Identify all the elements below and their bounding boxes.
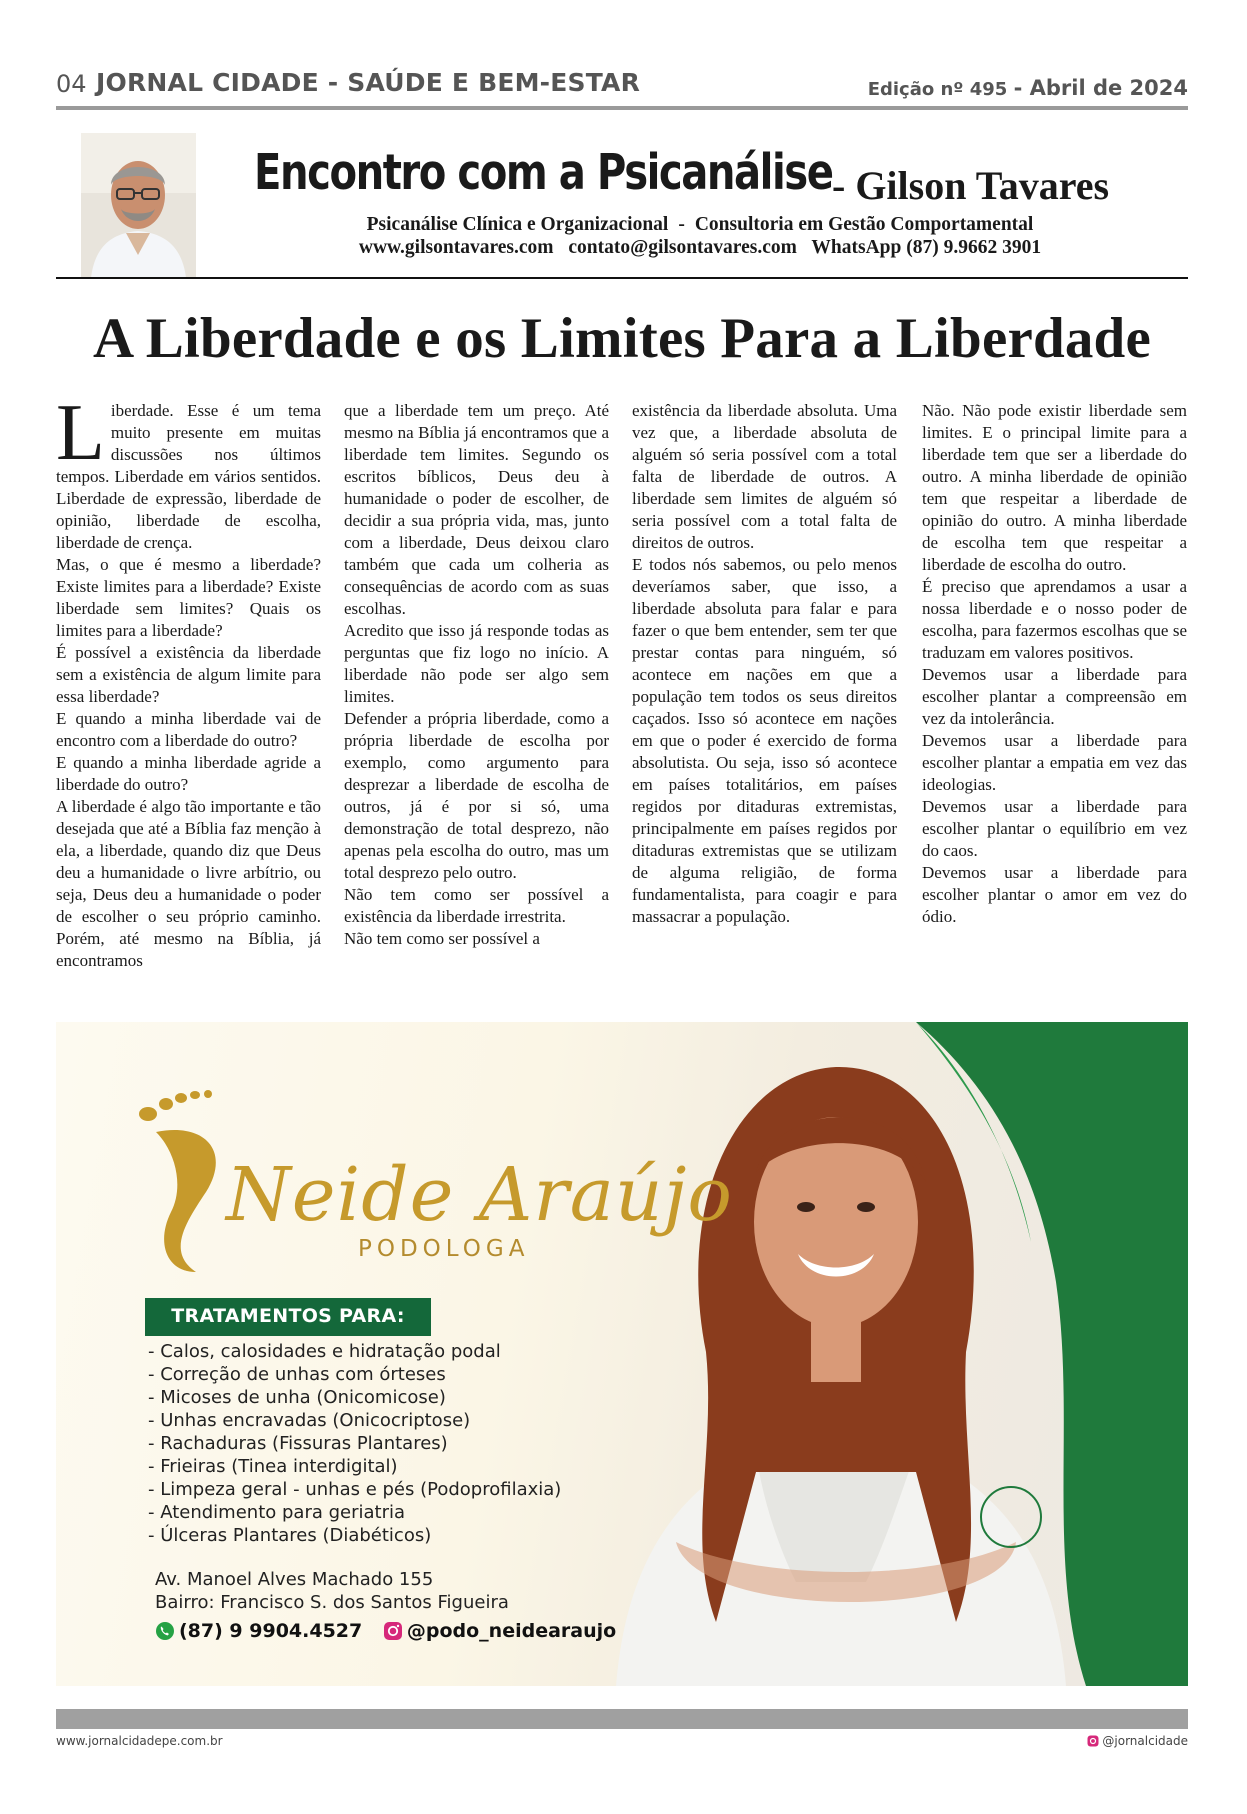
paragraph: existência da liberdade absoluta. Uma vez que, a liberdade absoluta de alguém só seria possível com a total falta de liberdade de outros. A liberdade sem limites de alguém só seria possível com a total falta de direitos de outros.	[632, 401, 897, 552]
column-title-text: Encontro com a Psicanálise	[254, 144, 833, 201]
treatments-list	[148, 1340, 561, 1547]
footer-website[interactable]: www.jornalcidadepe.com.br	[56, 1734, 223, 1748]
paragraph: A liberdade é algo tão importante e tão desejada que até a Bíblia faz menção à ela, a liberdade, quando diz que Deus deu a humanidade o livre arbítrio, ou seja, Deus deu a humanidade o poder de escolher o seu próprio caminho. Porém, até mesmo na Bíblia, já encontramos	[56, 797, 321, 970]
paragraph: E quando a minha liberdade vai de encontro com a liberdade do outro?	[56, 709, 321, 750]
address-neighborhood: Bairro: Francisco S. dos Santos Figueira	[155, 1592, 509, 1613]
edition-number: Edição nº 495	[867, 79, 1008, 100]
page-header	[56, 64, 1188, 112]
footer-instagram[interactable]	[1087, 1734, 1188, 1748]
column-divider	[56, 277, 1188, 279]
instagram-icon	[1087, 1735, 1099, 1747]
treatments-title: TRATAMENTOS PARA:	[171, 1305, 405, 1327]
author-website[interactable]: www.gilsontavares.com	[358, 237, 554, 258]
paragraph: Defender a própria liberdade, como a própria liberdade de escolha por exemplo, como argumento para desprezar a liberdade de escolha de outros, já é por si só, uma demonstração de total desprezo, não apenas pela escolha do outro, mas um total desprezo pelo outro.	[344, 709, 609, 882]
author-email[interactable]: contato@gilsontavares.com	[568, 237, 797, 258]
paragraph: Devemos usar a liberdade para escolher plantar o equilíbrio em vez do caos.	[922, 797, 1187, 860]
author-photo	[81, 133, 196, 278]
instagram-icon	[383, 1621, 403, 1641]
paragraph: Devemos usar a liberdade para escolher plantar a empatia em vez das ideologias.	[922, 731, 1187, 794]
list-item: - Calos, calosidades e hidratação podal	[148, 1341, 501, 1362]
services-text: Psicanálise Clínica e Organizacional	[366, 214, 669, 235]
paragraph: E todos nós sabemos, ou pelo menos deveríamos saber, que isso, a liberdade absoluta para falar e para fazer o que bem entender, sem ter que prestar contas para ninguém, só acontece em nações em que a população tem todos os seus direitos caçados. Isso só acontece em nações em que o poder é exercido de forma absolutista. Ou seja, isso só acontece em países totalitários, em países regidos por ditaduras extremistas, principalmente em países regidos por ditaduras extremistas que se utilizam de alguma religião, de forma fundamentalista, para coagir e para massacrar a população.	[632, 555, 897, 926]
column-services	[200, 214, 1200, 236]
podology-advertisement	[56, 1022, 1188, 1686]
ad-instagram[interactable]: @podo_neidearaujo	[406, 1620, 617, 1642]
list-item: - Rachaduras (Fissuras Plantares)	[148, 1433, 448, 1454]
page-number: 04	[56, 70, 87, 98]
column-title	[254, 144, 1194, 214]
paragraph: Devemos usar a liberdade para escolher plantar a compreensão em vez da intolerância.	[922, 665, 1187, 728]
ad-address	[155, 1568, 509, 1614]
paragraph: Acredito que isso já responde todas as perguntas que fiz logo no início. A liberdade não pode ser algo sem limites.	[344, 621, 609, 706]
paper-section-name: JORNAL CIDADE - SAÚDE E BEM-ESTAR	[96, 68, 641, 97]
services-separator: -	[678, 214, 685, 235]
footer-instagram-handle: @jornalcidade	[1102, 1734, 1188, 1748]
column-author: - Gilson Tavares	[832, 163, 1110, 208]
treatments-badge	[145, 1298, 431, 1336]
paragraph: É possível a existência da liberdade sem a existência de algum limite para essa liberdade?	[56, 643, 321, 706]
list-item: - Frieiras (Tinea interdigital)	[148, 1456, 398, 1477]
list-item: - Atendimento para geriatria	[148, 1502, 406, 1523]
edition-info	[868, 76, 1188, 100]
article-headline: A Liberdade e os Limites Para a Liberdade	[93, 307, 1151, 370]
header-divider	[56, 106, 1188, 110]
paragraph: Não tem como ser possível a	[344, 929, 540, 948]
footer-bar	[56, 1709, 1188, 1729]
ad-phone[interactable]: (87) 9 9904.4527	[179, 1620, 363, 1642]
brand-subtitle: PODOLOGA	[358, 1236, 530, 1262]
paragraph: Devemos usar a liberdade para escolher plantar o amor em vez do ódio.	[922, 863, 1187, 926]
paragraph: Não. Não pode existir liberdade sem limites. E o principal limite para a liberdade tem que ser a liberdade do outro. A minha liberdade de opinião tem que respeitar a liberdade de opinião do outro. A minha liberdade de escolha tem que respeitar a liberdade de escolha do outro.	[922, 401, 1187, 574]
list-item: - Micoses de unha (Onicomicose)	[148, 1387, 446, 1408]
list-item: - Úlceras Plantares (Diabéticos)	[148, 1525, 432, 1546]
paragraph: E quando a minha liberdade agride a liberdade do outro?	[56, 753, 321, 794]
article-column-1	[56, 389, 321, 972]
list-item: - Unhas encravadas (Onicocriptose)	[148, 1410, 471, 1431]
drop-cap: L	[56, 389, 105, 477]
article-body	[56, 389, 1188, 1000]
ad-contacts	[155, 1620, 616, 1642]
article-column-2	[344, 400, 609, 950]
column-contacts	[200, 237, 1200, 259]
paragraph: que a liberdade tem um preço. Até mesmo na Bíblia já encontramos que a liberdade tem limites. Segundo os escritos bíblicos, Deus deu à humanidade o poder de escolher, de decidir a sua própria vida, mas, junto com a liberdade, Deus deixou claro também que cada um colheria as consequências de acordo com as suas escolhas.	[344, 401, 609, 618]
article-column-3	[632, 400, 897, 928]
list-item: - Correção de unhas com órteses	[148, 1364, 446, 1385]
author-whatsapp: WhatsApp (87) 9.9662 3901	[811, 237, 1042, 258]
address-street: Av. Manoel Alves Machado 155	[155, 1569, 434, 1590]
paragraph: Não tem como ser possível a existência da liberdade irrestrita.	[344, 885, 609, 926]
services-text-2: Consultoria em Gestão Comportamental	[694, 214, 1034, 235]
paragraph: É preciso que aprendamos a usar a nossa liberdade e o nosso poder de escolha, para fazermos escolhas que se traduzam em valores positivos.	[922, 577, 1187, 662]
paragraph: Mas, o que é mesmo a liberdade? Existe limites para a liberdade? Existe liberdade sem limites? Quais os limites para a liberdade?	[56, 555, 321, 640]
paragraph: iberdade. Esse é um tema muito presente em muitas discussões nos últimos tempos. Liberdade em vários sentidos. Liberdade de expressão, liberdade de opinião, liberdade de escolha, liberdade de crença.	[56, 401, 321, 552]
edition-date: - Abril de 2024	[1013, 76, 1188, 100]
brand-name: Neide Araújo	[226, 1152, 733, 1238]
whatsapp-icon	[155, 1621, 175, 1641]
list-item: - Limpeza geral - unhas e pés (Podoprofilaxia)	[148, 1479, 562, 1500]
article-column-4	[922, 400, 1187, 928]
